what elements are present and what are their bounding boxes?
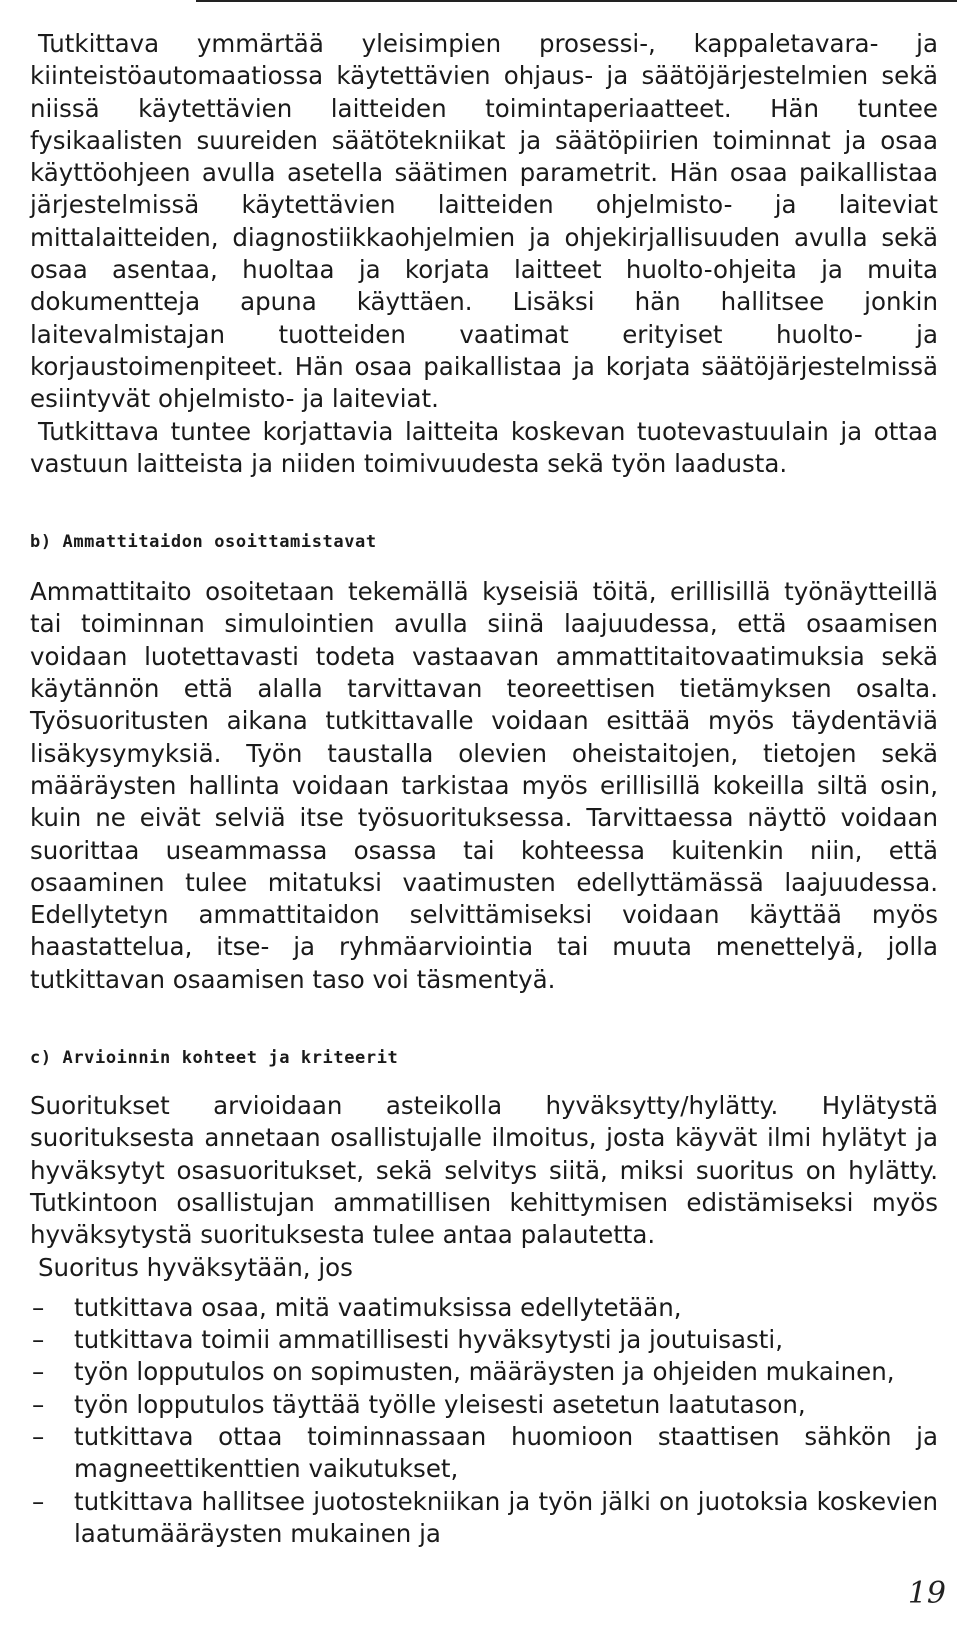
intro-section bbox=[30, 28, 938, 480]
section-b-heading: b) Ammattitaidon osoittamistavat bbox=[30, 532, 377, 553]
section-c-heading: c) Arvioinnin kohteet ja kriteerit bbox=[30, 1048, 399, 1069]
criteria-list bbox=[30, 1292, 938, 1550]
list-item bbox=[30, 1356, 938, 1388]
list-item bbox=[30, 1324, 938, 1356]
page-number: 19 bbox=[907, 1576, 946, 1611]
section-c-paragraph: Suoritukset arvioidaan asteikolla hyväksytty/hylätty. Hylätystä suorituksesta annetaan osallistujalle ilmoitus, josta käyvät ilmi hylätyt ja hyväksytyt osasuoritukset, sekä selvitys siitä, miksi suoritus on hylätty. Tutkintoon osallistujan ammatillisen kehittymisen edistämiseksi myös hyväksytystä suorituksesta tulee antaa palautetta. bbox=[30, 1091, 938, 1250]
dash-marker: – bbox=[32, 1486, 45, 1516]
intro-paragraph-1: Tutkittava ymmärtää yleisimpien prosessi-, kappaletavara- ja kiinteistöautomaatiossa käytettävien ohjaus- ja säätöjärjestelmien sekä niissä käytettävien laitteiden toimintaperiaatteet. Hän tuntee fysikaalisten suureiden säätötekniikat ja säätöpiirien toiminnat ja osaa käyttöohjeen avulla asetella säätimen parametrit. Hän osaa paikallistaa järjestelmissä käytettävien laitteiden ohjelmisto- ja laiteviat mittalaitteiden, diagnostiikkaohjelmien ja ohjekirjallisuuden avulla sekä osaa asentaa, huoltaa ja korjata laitteet huolto-ohjeita ja muita dokumentteja apuna käyttäen. Lisäksi hän hallitsee jonkin laitevalmistajan tuotteiden vaatimat erityiset huolto- ja korjaustoimenpiteet. Hän osaa paikallistaa ja korjata säätöjärjestelmissä esiintyvät ohjelmisto- ja laiteviat. bbox=[30, 29, 938, 414]
list-item-text: tutkittava ottaa toiminnassaan huomioon staattisen sähkön ja magneettikenttien vaikutukset, bbox=[74, 1421, 938, 1484]
list-item-text: työn lopputulos täyttää työlle yleisesti asetetun laatutason, bbox=[74, 1389, 806, 1419]
list-item-text: tutkittava osaa, mitä vaatimuksissa edellytetään, bbox=[74, 1292, 682, 1322]
section-c-lead-in: Suoritus hyväksytään, jos bbox=[38, 1252, 353, 1282]
dash-marker: – bbox=[32, 1421, 45, 1451]
list-item bbox=[30, 1292, 938, 1324]
list-item-text: tutkittava toimii ammatillisesti hyväksytysti ja joutuisasti, bbox=[74, 1325, 784, 1355]
dash-marker: – bbox=[32, 1325, 45, 1355]
list-item-text: tutkittava hallitsee juotostekniikan ja työn jälki on juotoksia koskevien laatumääräysten mukainen ja bbox=[74, 1486, 938, 1548]
dash-marker: – bbox=[32, 1357, 45, 1387]
list-item bbox=[30, 1389, 938, 1421]
section-b-paragraph: Ammattitaito osoitetaan tekemällä kyseisiä töitä, erillisillä työnäytteillä tai toiminnan simulointien avulla siinä laajuudessa, että osaamisen voidaan luotettavasti todeta vastaavan ammattitaitovaatimuksia sekä käytännön että alalla tarvittavan teoreettisen tietämyksen osalta. Työsuoritusten aikana tutkittavalle voidaan esittää myös täydentäviä lisäkysymyksiä. Työn taustalla olevien oheistaitojen, tietojen sekä määräysten hallinta voidaan tarkistaa myös erillisillä kokeilla siltä osin, kuin ne eivät selviä itse työsuorituksessa. Tarvittaessa näyttö voidaan suorittaa useammassa osassa tai kohteessa kuitenkin niin, että osaaminen tulee mitatuksi vaatimusten edellyttämässä laajuudessa. Edellytetyn ammattitaidon selvittämiseksi voidaan käyttää myös haastattelua, itse- ja ryhmäarviointia tai muuta menettelyä, jolla tutkittavan osaamisen taso voi täsmentyä. bbox=[30, 577, 938, 994]
dash-marker: – bbox=[32, 1292, 45, 1322]
top-rule bbox=[196, 0, 957, 2]
intro-paragraph-2: Tutkittava tuntee korjattavia laitteita koskevan tuotevastuulain ja ottaa vastuun laitteista ja niiden toimivuudesta sekä työn laadusta. bbox=[30, 416, 938, 478]
list-item-text: työn lopputulos on sopimusten, määräysten ja ohjeiden mukainen, bbox=[74, 1357, 895, 1387]
list-item bbox=[30, 1421, 938, 1486]
dash-marker: – bbox=[32, 1389, 45, 1419]
list-item bbox=[30, 1486, 938, 1551]
document-page bbox=[30, 28, 938, 1550]
